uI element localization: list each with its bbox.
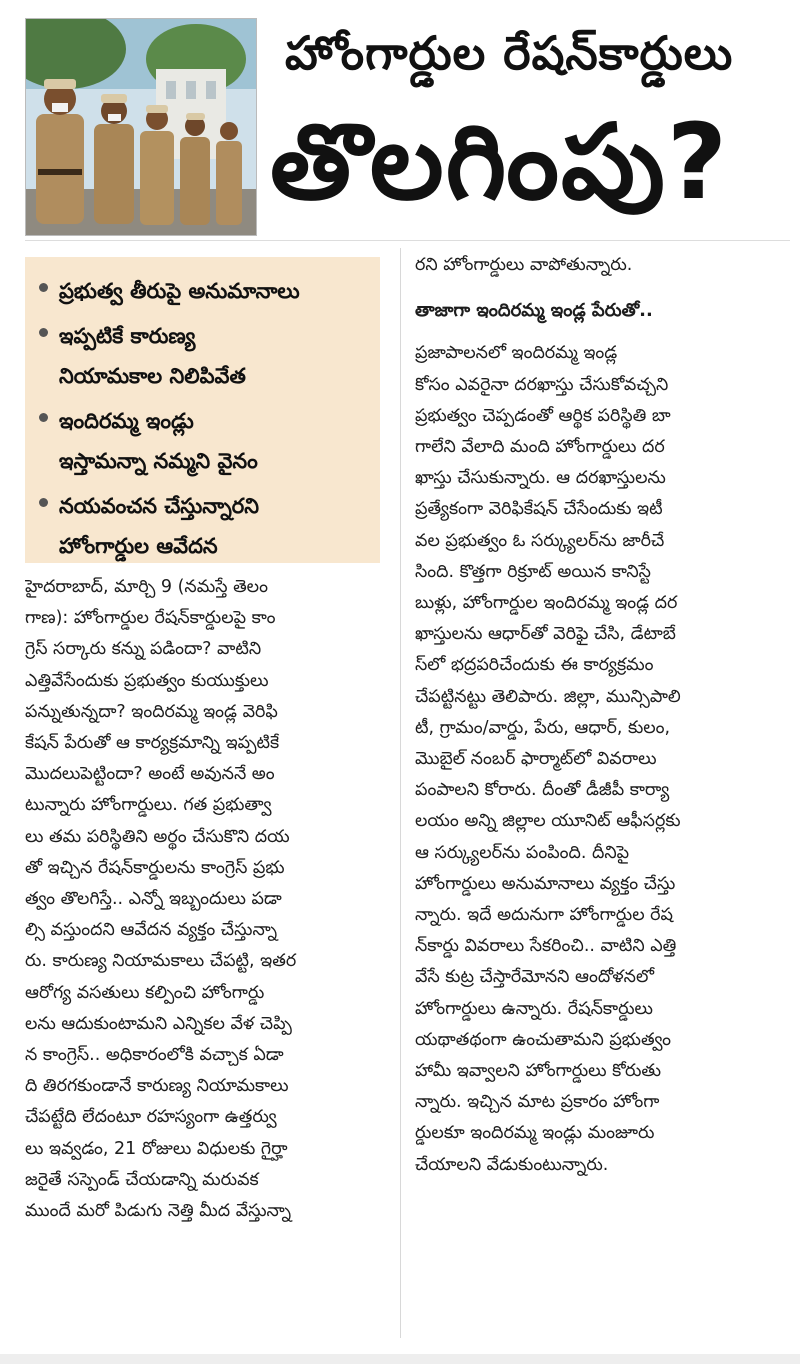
body-line: ప్రత్యేకంగా వెరిఫికేషన్ చేసేందుకు ఇటీ bbox=[415, 499, 663, 520]
page-bottom-edge bbox=[0, 1354, 800, 1364]
body-line: కేషన్ పేరుతో ఆ కార్యక్రమాన్ని ఇప్పటికే bbox=[25, 733, 280, 754]
divider-top bbox=[25, 240, 790, 241]
body-line: గ్రెస్ సర్కారు కన్ను పడిందా? వాటిని bbox=[25, 639, 262, 660]
highlight-line: ఇప్పటికే కారుణ్య bbox=[59, 324, 196, 348]
body-line: రు. కారుణ్య నియామకాలు చేపట్టి, ఇతర bbox=[25, 951, 297, 972]
body-line: హామీ ఇవ్వాలని హోంగార్డులు కోరుతు bbox=[415, 1061, 662, 1082]
column-divider bbox=[400, 248, 401, 1338]
body-line: ఖాస్తులను ఆధార్‌తో వెరిఫై చేసి, డేటాబే bbox=[415, 624, 676, 645]
body-line: చేయాలని వేడుకుంటున్నారు. bbox=[415, 1154, 609, 1175]
article-right-column bbox=[415, 250, 790, 1181]
headline-main: తొలగింపు? bbox=[270, 101, 730, 223]
highlight-item bbox=[37, 316, 370, 396]
body-line: చేపట్టినట్టు తెలిపారు. జిల్లా, మున్సిపాలి bbox=[415, 686, 681, 707]
highlight-item bbox=[37, 271, 370, 311]
bullet-icon bbox=[39, 283, 48, 292]
body-line: స్‌లో భద్రపరిచేందుకు ఈ కార్యక్రమం bbox=[415, 655, 654, 676]
body-line: లు తమ పరిస్థితిని అర్థం చేసుకొని దయ bbox=[25, 826, 290, 847]
body-line: ప్రభుత్వం చెప్పడంతో ఆర్థిక పరిస్థితి బా bbox=[415, 405, 671, 426]
body-line: న కాంగ్రెస్.. అధికారంలోకి వచ్చాక ఏడా bbox=[25, 1045, 284, 1066]
body-line: లను ఆదుకుంటామని ఎన్నికల వేళ చెప్పి bbox=[25, 1013, 292, 1034]
body-line: ఆరోగ్య వసతులు కల్పించి హోంగార్డు bbox=[25, 982, 265, 1003]
bullet-icon bbox=[39, 413, 48, 422]
body-line: ల్సి వస్తుందని ఆవేదన వ్యక్తం చేస్తున్నా bbox=[25, 920, 278, 941]
body-line: యథాతథంగా ఉంచుతామని ప్రభుత్వం bbox=[415, 1029, 672, 1050]
body-line: హైదరాబాద్, మార్చి 9 (నమస్తే తెలం bbox=[25, 577, 268, 597]
body-line: గాణ): హోంగార్డుల రేషన్‌కార్డులపై కాం bbox=[25, 608, 276, 629]
body-line: రని హోంగార్డులు వాపోతున్నారు. bbox=[415, 255, 633, 275]
bullet-icon bbox=[39, 328, 48, 337]
body-line: మొదలుపెట్టిందా? అంటే అవుననే అం bbox=[25, 764, 275, 785]
body-line: న్‌కార్డు వివరాలు సేకరించి.. వాటిని ఎత్తి bbox=[415, 936, 677, 957]
body-line: టీ, గ్రామం/వార్డు, పేరు, ఆధార్, కులం, bbox=[415, 717, 671, 738]
body-line: వల ప్రభుత్వం ఓ సర్క్యులర్‌ను జారీచే bbox=[415, 530, 665, 551]
highlight-item bbox=[37, 486, 370, 566]
highlight-item bbox=[37, 401, 370, 481]
highlight-line: నయవంచన చేస్తున్నారని bbox=[59, 494, 260, 518]
home-guards-illustration bbox=[26, 19, 256, 235]
bullet-icon bbox=[39, 498, 48, 507]
body-line: లయం అన్ని జిల్లాల యూనిట్ ఆఫీసర్లకు bbox=[415, 811, 681, 832]
body-line: మొబైల్ నంబర్ ఫార్మాట్‌లో వివరాలు bbox=[415, 749, 657, 770]
body-line: బుళ్లు, హోంగార్డుల ఇందిరమ్మ ఇండ్ల దర bbox=[415, 593, 678, 614]
body-line: తో ఇచ్చిన రేషన్‌కార్డులను కాంగ్రెస్ ప్రభు bbox=[25, 857, 285, 878]
highlight-line: ఇందిరమ్మ ఇండ్లు bbox=[59, 409, 194, 433]
body-line: టున్నారు హోంగార్డులు. గత ప్రభుత్వా bbox=[25, 795, 272, 816]
headline-kicker: హోంగార్డుల రేషన్‌కార్డులు bbox=[285, 26, 734, 80]
body-line: ర్డులకూ ఇందిరమ్మ ఇండ్లు మంజూరు bbox=[415, 1123, 655, 1144]
body-line: ది తిరగకుండానే కారుణ్య నియామకాలు bbox=[25, 1076, 289, 1097]
highlight-line: ఇస్తామన్నా నమ్మని వైనం bbox=[59, 449, 258, 473]
body-line: త్వం తొలగిస్తే.. ఎన్నో ఇబ్బందులు పడా bbox=[25, 889, 282, 910]
body-line: హోంగార్డులు అనుమానాలు వ్యక్తం చేస్తు bbox=[415, 873, 676, 894]
body-line: హోంగార్డులు ఉన్నారు. రేషన్‌కార్డులు bbox=[415, 998, 653, 1019]
section-subheading: తాజాగా ఇందిరమ్మ ఇండ్ల పేరుతో.. bbox=[415, 300, 653, 322]
body-line: లు ఇవ్వడం, 21 రోజులు విధులకు గైర్హా bbox=[25, 1138, 288, 1159]
body-line: పంపాలని కోరారు. దీంతో డీజీపీ కార్యా bbox=[415, 780, 670, 801]
body-line: న్నారు. ఇదే అదునుగా హోంగార్డుల రేష bbox=[415, 905, 674, 926]
body-line: గాలేని వేలాది మంది హోంగార్డులు దర bbox=[415, 437, 665, 458]
body-line: ముందే మరో పిడుగు నెత్తి మీద వేస్తున్నా bbox=[25, 1201, 292, 1222]
highlight-line: ప్రభుత్వ తీరుపై అనుమానాలు bbox=[59, 279, 300, 303]
body-line: చేపట్టేది లేదంటూ రహస్యంగా ఉత్తర్వు bbox=[25, 1107, 277, 1128]
highlight-line: నియామకాల నిలిపివేత bbox=[59, 364, 246, 388]
body-line: కోసం ఎవరైనా దరఖాస్తు చేసుకోవచ్చని bbox=[415, 374, 669, 395]
body-line: పన్నుతున్నదా? ఇందిరమ్మ ఇండ్ల వెరిఫి bbox=[25, 701, 278, 722]
body-line: వేసే కుట్ర చేస్తారేమోనని ఆందోళనలో bbox=[415, 967, 654, 988]
highlights-box bbox=[25, 257, 380, 563]
body-line: ఎత్తివేసేందుకు ప్రభుత్వం కుయుక్తులు bbox=[25, 670, 269, 691]
body-line: జరైతే సస్పెండ్ చేయడాన్ని మరువక bbox=[25, 1169, 259, 1190]
news-photo-home-guards bbox=[25, 18, 257, 236]
body-line: ఖాస్తు చేసుకున్నారు. ఆ దరఖాస్తులను bbox=[415, 468, 666, 489]
body-line: సింది. కొత్తగా రిక్రూట్ అయిన కానిస్టే bbox=[415, 561, 651, 582]
body-line: ఆ సర్క్యులర్‌ను పంపింది. దీనిపై bbox=[415, 842, 630, 863]
body-line: న్నారు. ఇచ్చిన మాట ప్రకారం హోంగా bbox=[415, 1092, 660, 1113]
body-line: ప్రజాపాలనలో ఇందిరమ్మ ఇండ్ల bbox=[415, 343, 618, 364]
highlight-line: హోంగార్డుల ఆవేదన bbox=[59, 534, 218, 558]
article-left-column bbox=[25, 572, 395, 1227]
